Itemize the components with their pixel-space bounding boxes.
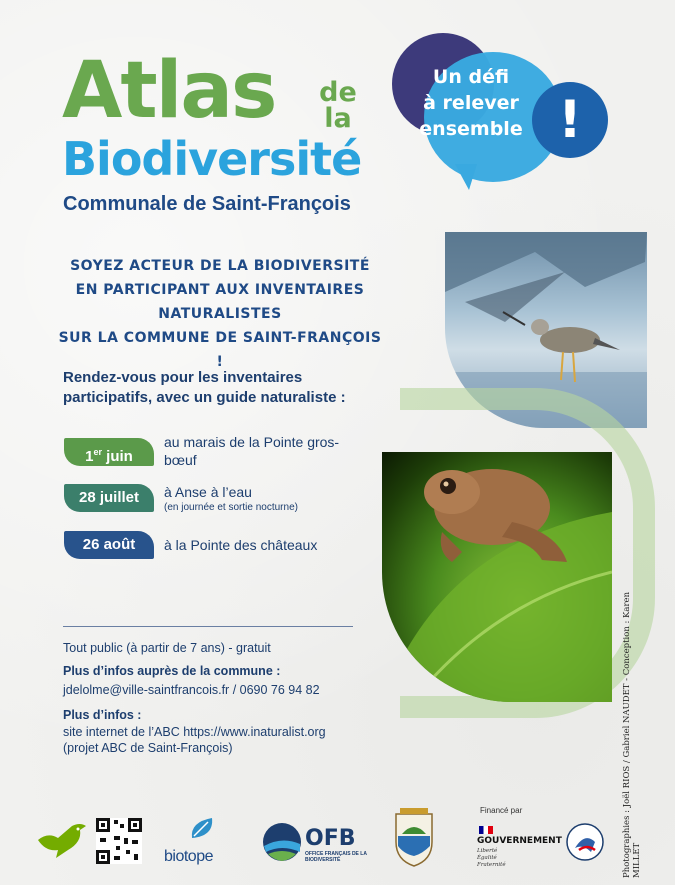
qr-code-icon <box>96 818 142 864</box>
title-de-la <box>318 77 358 134</box>
headline <box>55 254 385 374</box>
rendezvous-text <box>63 368 373 408</box>
finance-label: Financé par <box>480 806 523 815</box>
biotope-leaf-icon <box>188 816 216 842</box>
info-plus: Plus d’infos : <box>63 708 142 722</box>
gouvernement-label: GOUVERNEMENT <box>477 836 562 846</box>
date-tag-1 <box>64 438 154 466</box>
date-tag-3: 26 août <box>64 531 154 559</box>
date-1-day: 1 <box>85 448 94 465</box>
gouvernement-devise <box>477 848 506 869</box>
date-1-place: au marais de la Pointe gros-bœuf <box>164 434 340 468</box>
photo-credit: Photographies : Joël RIOS / Gabriel NAUDET - Conception : Karen MILLET <box>622 591 642 878</box>
date-2-note: (en journée et sortie nocturne) <box>164 502 298 513</box>
headline-line-2: EN PARTICIPANT AUX INVENTAIRES NATURALISTES <box>75 282 365 322</box>
headline-line-1: SOYEZ ACTEUR DE LA BIODIVERSITÉ <box>70 258 370 274</box>
rendezvous-line-1: Rendez-vous pour les inventaires <box>63 369 303 386</box>
ofb-logo-text: OFB <box>305 826 356 851</box>
date-3-place: à la Pointe des châteaux <box>164 537 318 553</box>
title-la: la <box>324 103 352 134</box>
info-site[interactable]: site internet de l’ABC https://www.inaturalist.org <box>63 725 326 739</box>
devise-egalite: Égalité <box>477 855 497 861</box>
divider <box>63 626 353 627</box>
title-atlas: Atlas <box>62 46 276 136</box>
french-flag-icon <box>479 826 493 834</box>
bubble-tail <box>455 164 477 190</box>
info-contact[interactable]: jdelolme@ville-saintfrancois.fr / 0690 76 94 82 <box>63 683 320 697</box>
info-projet: (projet ABC de Saint-François) <box>63 741 233 755</box>
rendezvous-line-2: participatifs, avec un guide naturaliste : <box>63 389 346 406</box>
biotope-logo-text: biotope <box>164 848 213 865</box>
title-communale: Communale de Saint-François <box>63 193 351 215</box>
bubble-line-1: Un défi <box>432 66 510 88</box>
title-biodiversite: Biodiversité <box>62 132 362 186</box>
date-2-place: à Anse à l’eau <box>164 484 252 500</box>
info-public: Tout public (à partir de 7 ans) - gratuit <box>63 641 271 655</box>
saint-francois-crest-icon <box>392 806 436 868</box>
ofb-subtitle: OFFICE FRANÇAIS DE LA BIODIVERSITÉ <box>305 851 367 863</box>
ofb-globe-icon <box>262 822 302 862</box>
date-1-month: juin <box>106 448 133 465</box>
france-relance-badge-icon <box>565 822 605 862</box>
bubble-slogan <box>396 64 546 142</box>
bubble-line-3: ensemble <box>419 118 523 140</box>
qr-code[interactable] <box>96 818 142 864</box>
inaturalist-bird-icon <box>36 818 90 860</box>
exclamation-mark: ! <box>558 90 582 150</box>
devise-fraternite: Fraternité <box>477 862 506 868</box>
devise-liberte: Liberté <box>477 848 498 854</box>
date-tag-2: 28 juillet <box>64 484 154 512</box>
headline-line-3: SUR LA COMMUNE DE SAINT-FRANÇOIS ! <box>58 330 382 370</box>
date-2-place-block <box>164 483 298 514</box>
date-1-sup: er <box>93 447 102 457</box>
info-plus-commune: Plus d’infos auprès de la commune : <box>63 664 281 678</box>
bubble-line-2: à relever <box>423 92 519 114</box>
title-de: de <box>319 77 357 108</box>
